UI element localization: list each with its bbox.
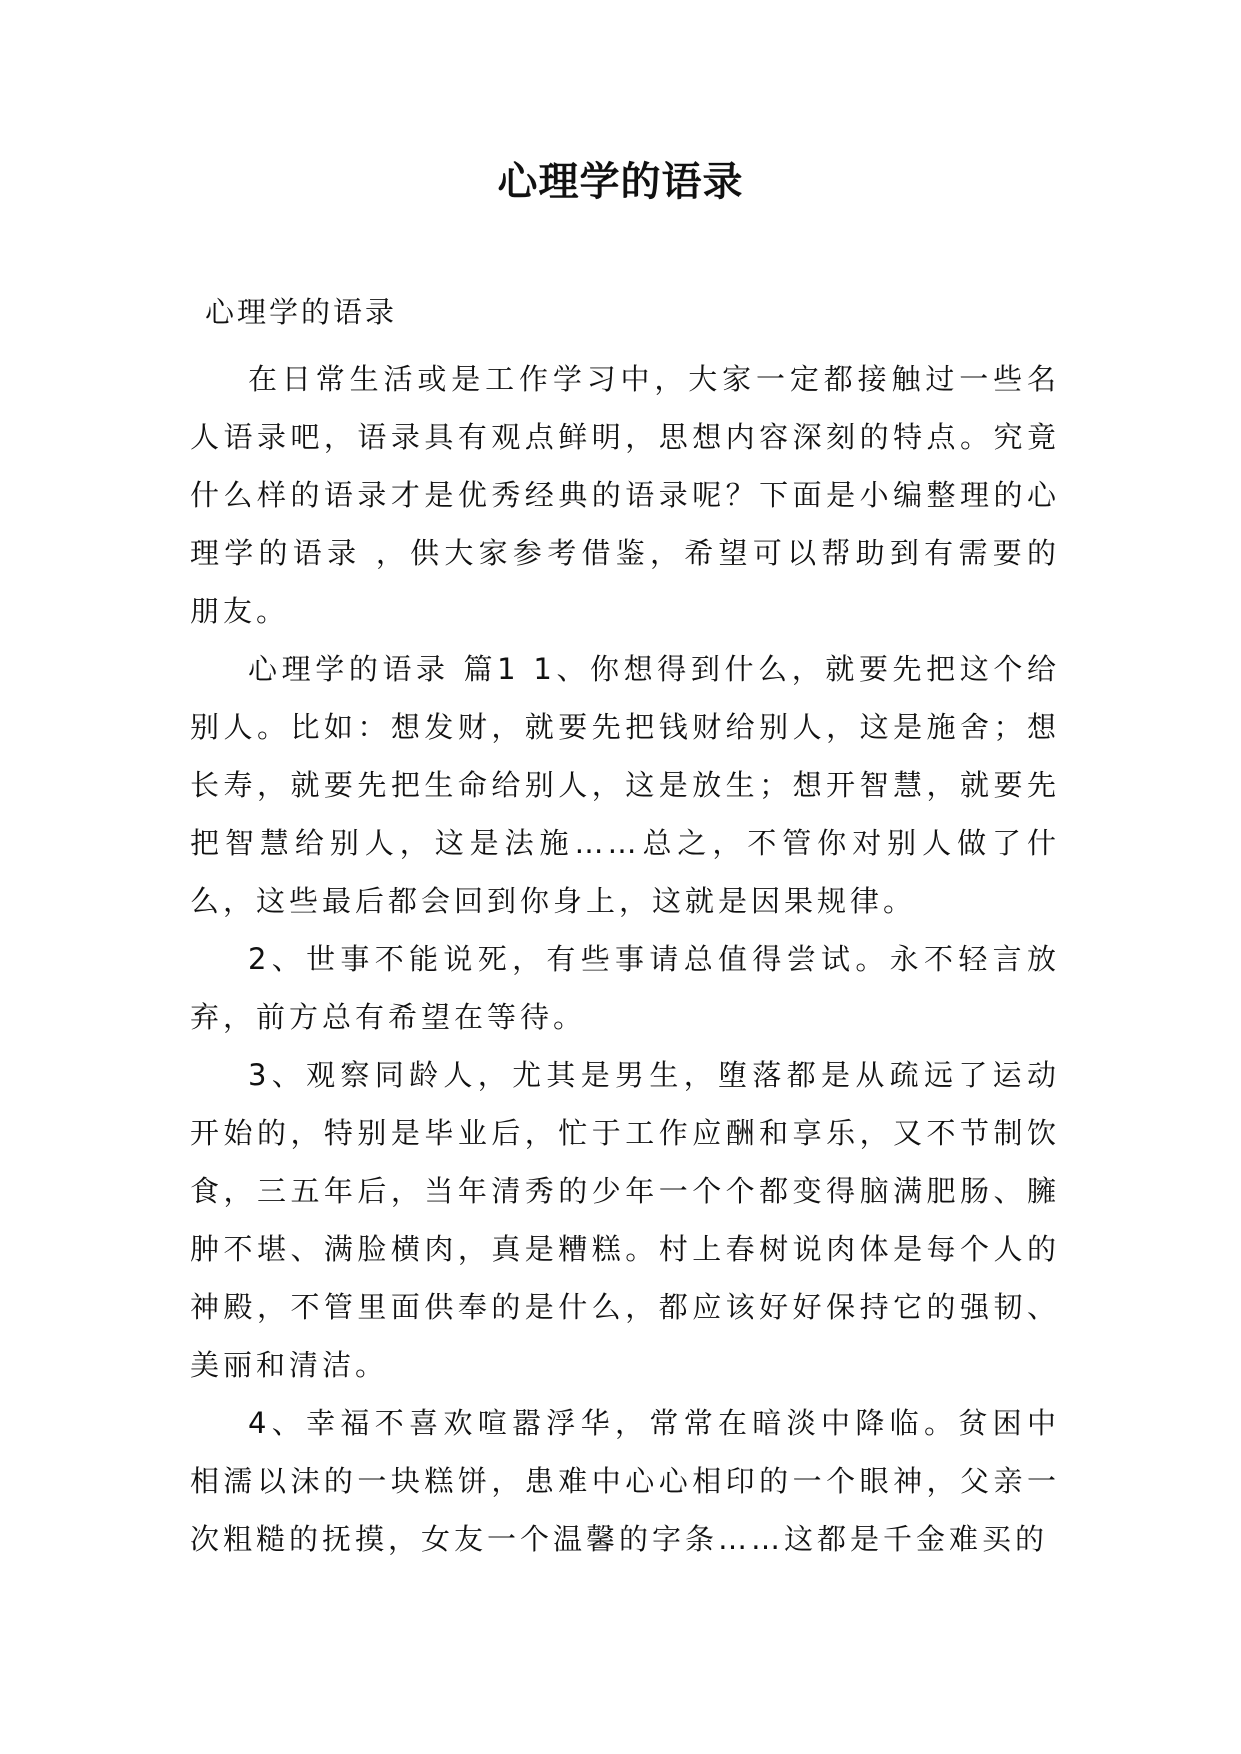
page-title: 心理学的语录 xyxy=(497,158,744,205)
paragraph-intro: 在日常生活或是工作学习中，大家一定都接触过一些名人语录吧，语录具有观点鲜明，思想内容深刻的特点。究竟什么样的语录才是优秀经典的语录呢？下面是小编整理的心理学的语录 ，供大家参考借鉴，希望可以帮助到有需要的朋友。 xyxy=(190,362,1060,628)
section-subtitle: 心理学的语录 xyxy=(205,295,398,329)
paragraph-quote-1: 心理学的语录 篇1 1、你想得到什么，就要先把这个给别人。比如：想发财，就要先把钱财给别人，这是施舍；想长寿，就要先把生命给别人，这是放生；想开智慧，就要先把智慧给别人，这是法施……总之，不管你对别人做了什么，这些最后都会回到你身上，这就是因果规律。 xyxy=(190,652,1060,918)
body-text xyxy=(190,350,1060,1568)
paragraph-quote-4: 4、幸福不喜欢喧嚣浮华，常常在暗淡中降临。贫困中相濡以沫的一块糕饼，患难中心心相印的一个眼神，父亲一次粗糙的抚摸，女友一个温馨的字条……这都是千金难买的 xyxy=(190,1406,1060,1556)
paragraph-quote-3: 3、观察同龄人，尤其是男生，堕落都是从疏远了运动开始的，特别是毕业后，忙于工作应酬和享乐，又不节制饮食，三五年后，当年清秀的少年一个个都变得脑满肥肠、臃肿不堪、满脸横肉，真是糟糕。村上春树说肉体是每个人的神殿，不管里面供奉的是什么，都应该好好保持它的强韧、美丽和清洁。 xyxy=(190,1058,1060,1382)
paragraph-quote-2: 2、世事不能说死，有些事请总值得尝试。永不轻言放弃，前方总有希望在等待。 xyxy=(190,942,1060,1034)
